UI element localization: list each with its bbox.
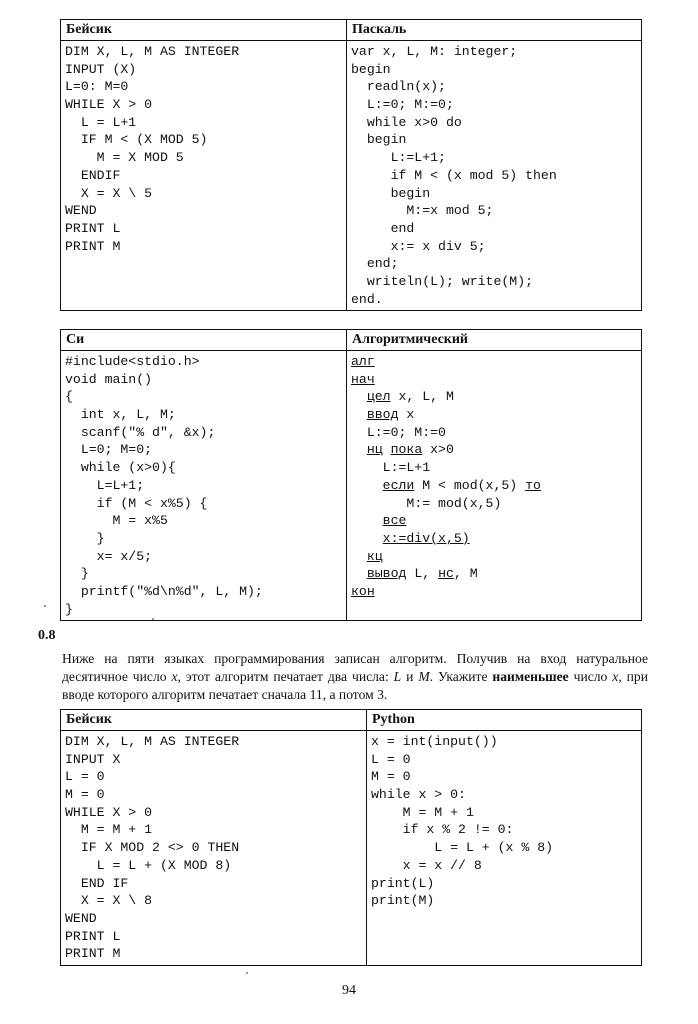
code-table-c-algo	[60, 329, 642, 621]
code-line: x = x // 8	[371, 857, 482, 873]
code-line: M = 0	[65, 787, 105, 803]
task-text-part: . Укажите	[429, 669, 493, 684]
code-line: PRINT L	[65, 928, 121, 944]
keyword: все	[382, 513, 407, 529]
var-m: M	[418, 669, 430, 684]
pascal-code	[347, 41, 642, 311]
code-line: print(L)	[371, 875, 435, 891]
code-line: x= x/5;	[65, 548, 153, 564]
header-algo: Алгоритмический	[347, 330, 642, 351]
code-line: readln(x);	[351, 79, 446, 95]
keyword: цел	[366, 389, 391, 405]
code-line	[351, 406, 637, 424]
page-number: 94	[342, 983, 356, 998]
code-line: L = 0	[65, 769, 105, 785]
code-text: x	[398, 407, 415, 423]
code-line: end.	[351, 291, 383, 307]
code-line: L = L + (X MOD 8)	[65, 857, 232, 873]
keyword: алг	[351, 354, 375, 369]
code-line	[351, 388, 637, 406]
code-line: X = X \ 8	[65, 893, 153, 909]
code-line: int x, L, M;	[65, 407, 176, 423]
code-line: M = X MOD 5	[65, 150, 184, 166]
code-line: if x % 2 != 0:	[371, 822, 514, 838]
basic-code	[61, 731, 367, 966]
keyword: если	[382, 477, 415, 493]
code-line: END IF	[65, 875, 129, 891]
code-line: end;	[351, 256, 399, 272]
c-code	[61, 351, 347, 621]
code-line: print(M)	[371, 893, 435, 909]
code-line: printf("%d\n%d", L, M);	[65, 583, 263, 599]
scan-speck	[44, 605, 46, 607]
code-line: if M < (x mod 5) then	[351, 167, 557, 183]
code-line	[351, 477, 637, 495]
scan-speck	[152, 618, 154, 620]
code-line	[351, 548, 637, 566]
code-line: WEND	[65, 910, 97, 926]
keyword: то	[525, 477, 541, 493]
code-line: PRINT M	[65, 946, 121, 962]
code-table-basic-python	[60, 709, 642, 966]
task-number: 0.8	[38, 628, 56, 643]
emphasis-word: наименьшее	[492, 669, 569, 684]
header-pascal: Паскаль	[347, 20, 642, 41]
basic-code	[61, 41, 347, 311]
python-code	[367, 731, 642, 966]
code-line: L = L+1	[65, 114, 137, 130]
code-line: M = M + 1	[65, 822, 153, 838]
code-text: L:=L+1	[382, 460, 431, 476]
code-line	[351, 424, 637, 442]
code-line: if (M < x%5) {	[65, 495, 208, 511]
code-line: L=0: M=0	[65, 79, 129, 95]
code-line: WHILE X > 0	[65, 804, 153, 820]
code-text: , M	[453, 566, 478, 582]
code-line	[351, 495, 637, 513]
code-line: void main()	[65, 371, 153, 387]
code-line: var x, L, M: integer;	[351, 44, 518, 59]
code-line: }	[65, 566, 89, 582]
var-l: L	[393, 669, 402, 684]
code-line: M = x%5	[65, 513, 168, 529]
keyword: ввод	[366, 407, 399, 423]
code-line: L = L + (x % 8)	[371, 840, 554, 856]
code-line: INPUT X	[65, 751, 121, 767]
code-line: scanf("% d", &x);	[65, 424, 216, 440]
code-line	[351, 530, 637, 548]
code-line: IF M < (X MOD 5)	[65, 132, 208, 148]
code-line: M = 0	[371, 769, 411, 785]
task-text	[62, 650, 648, 704]
code-line: PRINT L	[65, 220, 121, 236]
code-line: IF X MOD 2 <> 0 THEN	[65, 840, 240, 856]
code-text: M < mod(x,5)	[414, 477, 526, 493]
var-x: x	[612, 669, 619, 684]
algo-code	[347, 351, 642, 621]
code-text: x:=div(x,5)	[382, 530, 470, 546]
code-line: L = 0	[371, 751, 411, 767]
code-line: WEND	[65, 203, 97, 219]
keyword: вывод	[366, 566, 407, 582]
task-text-part: , при вводе которого алгоритм печатает сначала 11, а потом 3.	[62, 669, 648, 702]
code-line: INPUT (X)	[65, 61, 137, 77]
code-line: while x>0 do	[351, 114, 462, 130]
keyword: нач	[351, 371, 375, 387]
code-line	[351, 512, 637, 530]
code-table-basic-pascal	[60, 19, 642, 311]
code-text: M:= mod(x,5)	[406, 495, 502, 511]
scan-speck	[246, 972, 248, 974]
code-line: M = M + 1	[371, 804, 474, 820]
code-line: }	[65, 601, 73, 617]
task-text-part: и	[401, 669, 419, 684]
task-text-part: , этот алгоритм печатает два числа:	[177, 669, 394, 684]
code-line: L:=0; M:=0;	[351, 97, 454, 113]
code-line: begin	[351, 61, 391, 77]
var-x: x	[171, 669, 178, 684]
code-line	[351, 441, 637, 459]
code-line: while x > 0:	[371, 787, 466, 803]
code-line	[351, 371, 637, 389]
code-line: writeln(L); write(M);	[351, 273, 534, 289]
code-line: DIM X, L, M AS INTEGER	[65, 44, 240, 59]
code-line: M:=x mod 5;	[351, 203, 494, 219]
keyword: кц	[366, 548, 383, 564]
code-line: begin	[351, 185, 431, 201]
code-line: begin	[351, 132, 407, 148]
code-line: ENDIF	[65, 167, 121, 183]
code-line	[351, 353, 637, 371]
keyword: нц	[366, 442, 383, 458]
task-text-part: Ниже на пяти языках программирования записан алгоритм. Получив на вход натуральное десятичное число	[62, 651, 648, 684]
code-text	[383, 442, 391, 457]
code-text: x, L, M	[390, 389, 454, 405]
code-line: X = X \ 5	[65, 185, 153, 201]
code-line: PRINT M	[65, 238, 121, 254]
code-line: {	[65, 389, 73, 405]
code-text: L:=0; M:=0	[366, 424, 446, 440]
keyword: кон	[351, 583, 375, 599]
code-line: end	[351, 220, 415, 236]
code-line: L=L+1;	[65, 477, 145, 493]
header-basic: Бейсик	[61, 20, 347, 41]
header-c: Си	[61, 330, 347, 351]
keyword: пока	[390, 442, 423, 458]
code-line: L=0; M=0;	[65, 442, 153, 458]
header-python: Python	[367, 710, 642, 731]
code-line: DIM X, L, M AS INTEGER	[65, 734, 240, 749]
code-line: #include<stdio.h>	[65, 354, 200, 369]
keyword: нс	[438, 566, 454, 582]
code-line: x:= x div 5;	[351, 238, 486, 254]
code-line: x = int(input())	[371, 734, 498, 749]
header-basic: Бейсик	[61, 710, 367, 731]
code-line: while (x>0){	[65, 460, 176, 476]
code-line	[351, 583, 637, 601]
code-line	[351, 459, 637, 477]
code-line: L:=L+1;	[351, 150, 446, 166]
code-line: WHILE X > 0	[65, 97, 153, 113]
code-text: L,	[406, 566, 439, 582]
task-text-part: число	[568, 669, 613, 684]
code-line: }	[65, 530, 105, 546]
code-line	[351, 565, 637, 583]
code-text: x>0	[422, 442, 454, 458]
